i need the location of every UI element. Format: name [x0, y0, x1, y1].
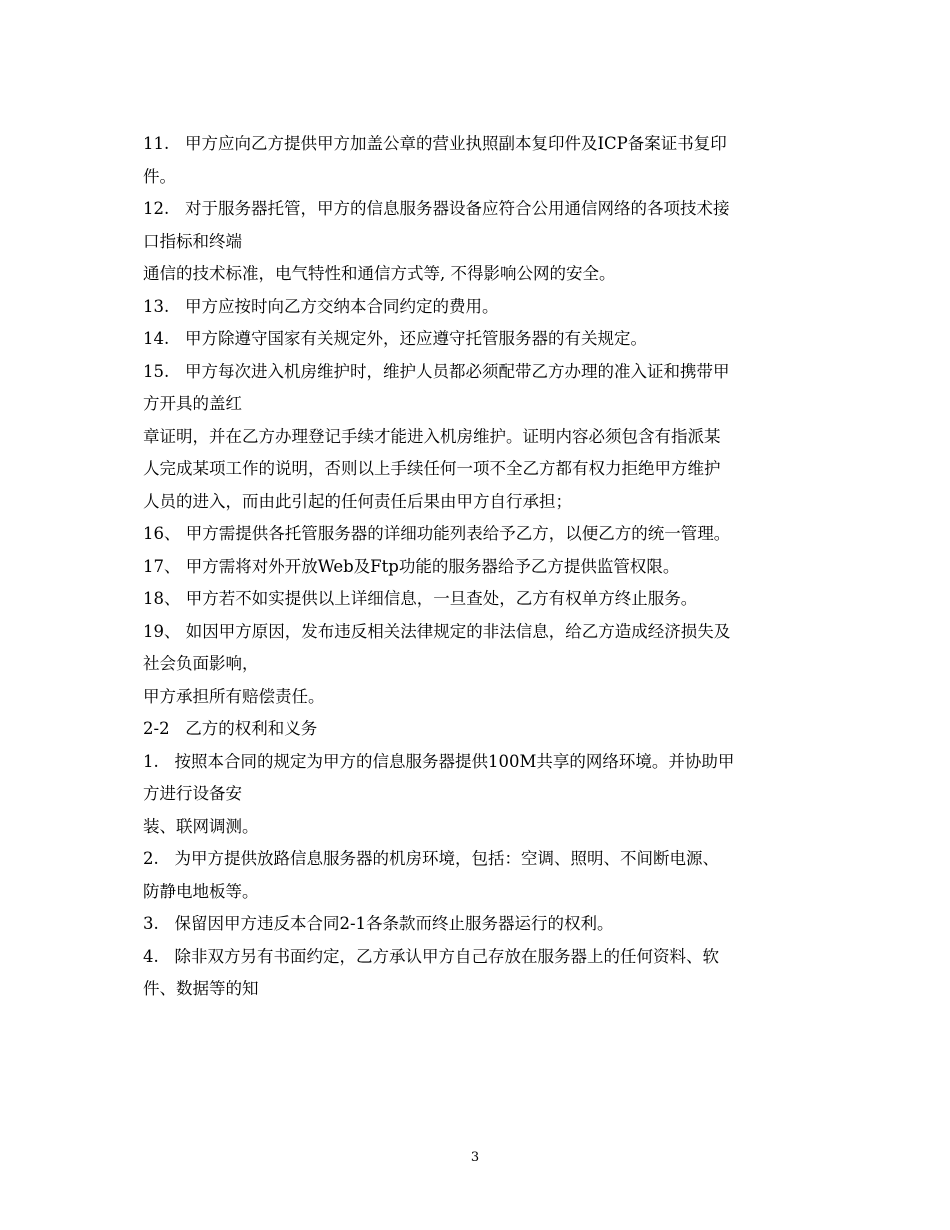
- text-line: 件。: [143, 166, 176, 186]
- text-line: 4. 除非双方另有书面约定，乙方承认甲方自己存放在服务器上的任何资料、软: [143, 946, 719, 966]
- text-line: 人完成某项工作的说明，否则以上手续任何一项不全乙方都有权力拒绝甲方维护: [143, 459, 721, 478]
- text-line: 12. 对于服务器托管，甲方的信息服务器设备应符合公用通信网络的各项技术接: [143, 199, 730, 218]
- text-line: 人员的进入，而由此引起的任何责任后果由甲方自行承担；: [143, 491, 572, 511]
- section-heading: 2-2 乙方的权利和义务: [143, 719, 318, 738]
- text-line: 2. 为甲方提供放路信息服务器的机房环境，包括：空调、照明、不间断电源、: [143, 849, 719, 868]
- text-line: 口指标和终端: [143, 231, 242, 251]
- text-line: 通信的技术标准，电气特性和通信方式等, 不得影响公网的安全。: [143, 264, 616, 283]
- document-body: [143, 128, 815, 1006]
- text-line: 16、 甲方需提供各托管服务器的详细功能列表给予乙方，以便乙方的统一管理。: [143, 524, 731, 543]
- text-line: 3. 保留因甲方违反本合同2-1各条款而终止服务器运行的权利。: [143, 914, 614, 933]
- text-line: 章证明，并在乙方办理登记手续才能进入机房维护。证明内容必须包含有指派某: [143, 426, 721, 446]
- text-line: 方进行设备安: [143, 784, 242, 803]
- text-line: 甲方承担所有赔偿责任。: [143, 686, 325, 706]
- text-line: 15. 甲方每次进入机房维护时，维护人员都必须配带乙方办理的准入证和携带甲: [143, 361, 730, 381]
- text-line: 18、 甲方若不如实提供以上详细信息，一旦查处，乙方有权单方终止服务。: [143, 589, 698, 608]
- text-line: 防静电地板等。: [143, 881, 259, 901]
- page-number: 3: [470, 1150, 480, 1165]
- text-line: 方开具的盖红: [143, 394, 242, 413]
- text-line: 装、联网调测。: [143, 816, 259, 836]
- text-line: 17、 甲方需将对外开放Web及Ftp功能的服务器给予乙方提供监管权限。: [143, 556, 680, 576]
- text-line: 14. 甲方除遵守国家有关规定外，还应遵守托管服务器的有关规定。: [143, 329, 647, 348]
- text-line: 社会负面影响，: [143, 654, 259, 673]
- text-line: 13. 甲方应按时向乙方交纳本合同约定的费用。: [143, 296, 499, 316]
- text-line: 件、数据等的知: [143, 979, 259, 998]
- text-line: 11. 甲方应向乙方提供甲方加盖公章的营业执照副本复印件及ICP备案证书复印: [143, 134, 727, 153]
- text-line: 19、 如因甲方原因，发布违反相关法律规定的非法信息，给乙方造成经济损失及: [143, 621, 731, 641]
- text-line: 1. 按照本合同的规定为甲方的信息服务器提供100M共享的网络环境。并协助甲: [143, 751, 735, 771]
